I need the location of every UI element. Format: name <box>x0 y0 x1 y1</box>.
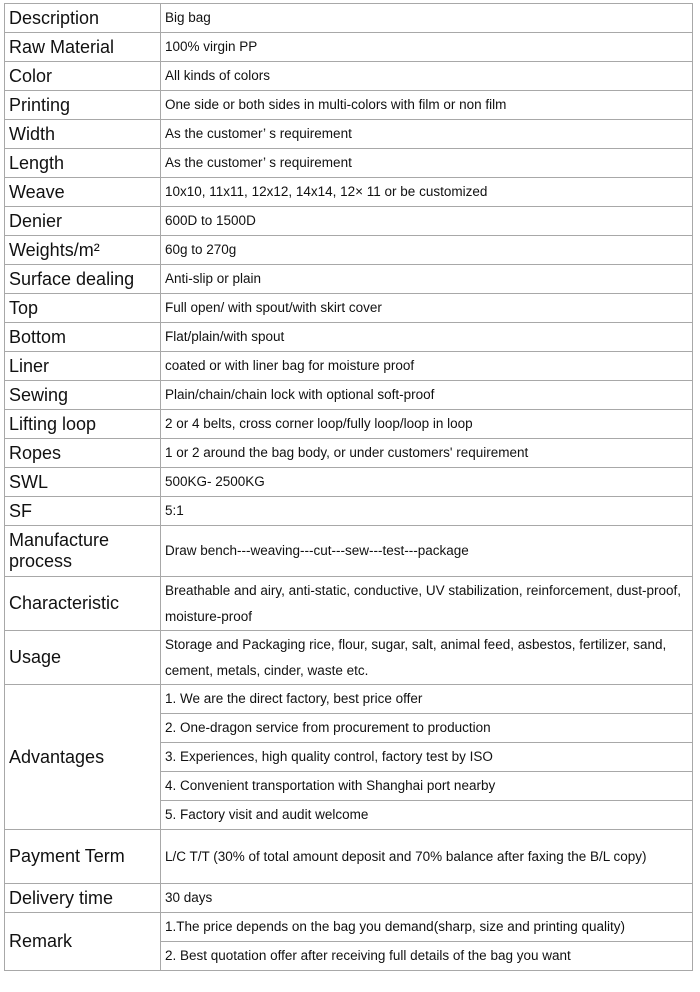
spec-row-sf <box>5 497 693 526</box>
spec-value: As the customer’ s requirement <box>161 149 693 178</box>
spec-row-description <box>5 4 693 33</box>
spec-label: Bottom <box>5 323 161 352</box>
spec-row-liner <box>5 352 693 381</box>
spec-value: Draw bench---weaving---cut---sew---test---package <box>161 526 693 577</box>
spec-row-weights-m <box>5 236 693 265</box>
spec-row-delivery-time <box>5 884 693 913</box>
spec-label: Ropes <box>5 439 161 468</box>
spec-label: Manufacture process <box>5 526 161 577</box>
spec-label: Weights/m² <box>5 236 161 265</box>
spec-label: Top <box>5 294 161 323</box>
spec-row-usage <box>5 631 693 685</box>
spec-row-lifting-loop <box>5 410 693 439</box>
spec-value: As the customer’ s requirement <box>161 120 693 149</box>
spec-row-manufacture-process <box>5 526 693 577</box>
product-spec-table <box>4 3 693 971</box>
spec-value: 2. One-dragon service from procurement to production <box>161 714 693 743</box>
spec-label: Weave <box>5 178 161 207</box>
spec-value: 4. Convenient transportation with Shanghai port nearby <box>161 772 693 801</box>
spec-label: Delivery time <box>5 884 161 913</box>
spec-label: Liner <box>5 352 161 381</box>
spec-label: Characteristic <box>5 577 161 631</box>
spec-value: One side or both sides in multi-colors with film or non film <box>161 91 693 120</box>
spec-label: Description <box>5 4 161 33</box>
spec-row-color <box>5 62 693 91</box>
spec-value: 2 or 4 belts, cross corner loop/fully loop/loop in loop <box>161 410 693 439</box>
spec-label: Printing <box>5 91 161 120</box>
spec-label: Length <box>5 149 161 178</box>
spec-value: 5. Factory visit and audit welcome <box>161 801 693 830</box>
spec-value: 600D to 1500D <box>161 207 693 236</box>
spec-row-ropes <box>5 439 693 468</box>
spec-row-raw-material <box>5 33 693 62</box>
spec-row-width <box>5 120 693 149</box>
spec-label: Width <box>5 120 161 149</box>
spec-row-remark-1 <box>5 913 693 942</box>
spec-value: Breathable and airy, anti-static, conductive, UV stabilization, reinforcement, dust-proof, moisture-proof <box>161 577 693 631</box>
spec-value: Anti-slip or plain <box>161 265 693 294</box>
spec-value: 30 days <box>161 884 693 913</box>
spec-value: 100% virgin PP <box>161 33 693 62</box>
spec-row-bottom <box>5 323 693 352</box>
spec-value: 1 or 2 around the bag body, or under customers' requirement <box>161 439 693 468</box>
spec-table-body <box>5 4 693 971</box>
spec-label: Color <box>5 62 161 91</box>
spec-row-printing <box>5 91 693 120</box>
spec-label: Usage <box>5 631 161 685</box>
spec-row-weave <box>5 178 693 207</box>
spec-label: Lifting loop <box>5 410 161 439</box>
spec-value: Plain/chain/chain lock with optional soft-proof <box>161 381 693 410</box>
spec-label: Remark <box>5 913 161 971</box>
spec-value: 3. Experiences, high quality control, factory test by ISO <box>161 743 693 772</box>
spec-value: coated or with liner bag for moisture proof <box>161 352 693 381</box>
spec-row-top <box>5 294 693 323</box>
spec-label: Advantages <box>5 685 161 830</box>
spec-value: Storage and Packaging rice, flour, sugar, salt, animal feed, asbestos, fertilizer, sand, cement, metals, cinder, waste etc. <box>161 631 693 685</box>
spec-label: Denier <box>5 207 161 236</box>
spec-row-denier <box>5 207 693 236</box>
spec-value: 500KG- 2500KG <box>161 468 693 497</box>
spec-value: 10x10, 11x11, 12x12, 14x14, 12× 11 or be customized <box>161 178 693 207</box>
spec-row-sewing <box>5 381 693 410</box>
spec-label: Sewing <box>5 381 161 410</box>
spec-row-advantages-1 <box>5 685 693 714</box>
spec-row-payment-term <box>5 830 693 884</box>
spec-row-swl <box>5 468 693 497</box>
spec-label: Raw Material <box>5 33 161 62</box>
spec-value: 5:1 <box>161 497 693 526</box>
spec-value: All kinds of colors <box>161 62 693 91</box>
spec-value: Full open/ with spout/with skirt cover <box>161 294 693 323</box>
spec-label: SWL <box>5 468 161 497</box>
spec-value: 2. Best quotation offer after receiving full details of the bag you want <box>161 942 693 971</box>
spec-value: L/C T/T (30% of total amount deposit and 70% balance after faxing the B/L copy) <box>161 830 693 884</box>
spec-value: 1. We are the direct factory, best price offer <box>161 685 693 714</box>
spec-value: 60g to 270g <box>161 236 693 265</box>
spec-value: Flat/plain/with spout <box>161 323 693 352</box>
spec-row-surface-dealing <box>5 265 693 294</box>
spec-value: 1.The price depends on the bag you demand(sharp, size and printing quality) <box>161 913 693 942</box>
spec-row-characteristic <box>5 577 693 631</box>
spec-label: SF <box>5 497 161 526</box>
spec-label: Payment Term <box>5 830 161 884</box>
spec-row-length <box>5 149 693 178</box>
spec-value: Big bag <box>161 4 693 33</box>
spec-label: Surface dealing <box>5 265 161 294</box>
